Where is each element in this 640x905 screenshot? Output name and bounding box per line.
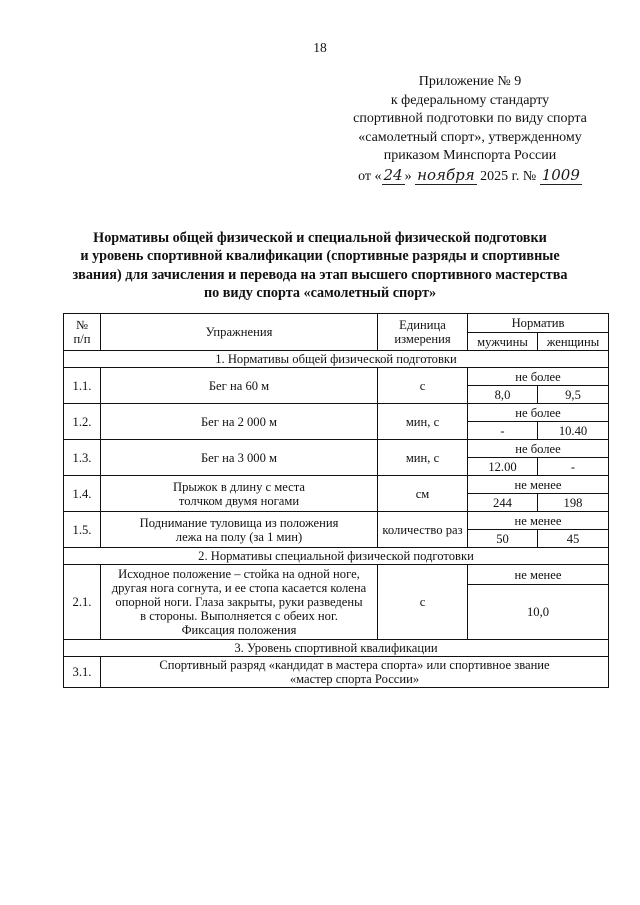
row-condition: не более bbox=[468, 368, 609, 386]
header-exercise: Упражнения bbox=[101, 314, 378, 351]
row-exercise: Бег на 2 000 м bbox=[101, 404, 378, 440]
row-exercise: Бег на 60 м bbox=[101, 368, 378, 404]
row-exercise: Исходное положение – стойка на одной ноге, другая нога согнута, и ее стопа касается колена опорной ноги. Глаза закрыты, руки разведены в стороны. Выполняется с обеих ног. Фиксация положения bbox=[101, 565, 378, 640]
row-men-value: 50 bbox=[468, 530, 538, 548]
appendix-line: к федеральному стандарту bbox=[390, 92, 550, 108]
section-title: 1. Нормативы общей физической подготовки bbox=[64, 351, 609, 368]
row-exercise: Бег на 3 000 м bbox=[101, 440, 378, 476]
row-unit: мин, с bbox=[378, 440, 468, 476]
section-title: 2. Нормативы специальной физической подготовки bbox=[64, 548, 609, 565]
date-mid: » bbox=[404, 168, 412, 184]
row-num: 1.2. bbox=[64, 404, 101, 440]
row-women-value: - bbox=[538, 458, 609, 476]
section-title: 3. Уровень спортивной квалификации bbox=[64, 640, 609, 657]
row-value: 10,0 bbox=[468, 585, 609, 640]
row-num: 1.4. bbox=[64, 476, 101, 512]
row-condition: не более bbox=[468, 440, 609, 458]
row-men-value: 8,0 bbox=[468, 386, 538, 404]
row-exercise: Поднимание туловища из положения лежа на полу (за 1 мин) bbox=[101, 512, 378, 548]
table-row bbox=[64, 440, 609, 458]
table-row bbox=[64, 512, 609, 530]
row-unit: с bbox=[378, 368, 468, 404]
row-women-value: 10.40 bbox=[538, 422, 609, 440]
title-line: звания) для зачисления и перевода на этап высшего спортивного мастерства bbox=[72, 266, 568, 283]
row-men-value: - bbox=[468, 422, 538, 440]
handwritten-month: ноября bbox=[417, 165, 475, 184]
row-num: 1.3. bbox=[64, 440, 101, 476]
header-unit: Единица измерения bbox=[378, 314, 468, 351]
row-condition: не менее bbox=[468, 565, 609, 585]
norms-table bbox=[63, 313, 609, 688]
row-exercise: Прыжок в длину с места толчком двумя ногами bbox=[101, 476, 378, 512]
document-title bbox=[60, 229, 580, 302]
row-num: 2.1. bbox=[64, 565, 101, 640]
row-condition: не менее bbox=[468, 512, 609, 530]
row-condition: не более bbox=[468, 404, 609, 422]
row-women-value: 45 bbox=[538, 530, 609, 548]
header-men: мужчины bbox=[468, 333, 538, 351]
row-num: 1.1. bbox=[64, 368, 101, 404]
appendix-line: спортивной подготовки по виду спорта bbox=[353, 111, 587, 127]
row-qualification: Спортивный разряд «кандидат в мастера спорта» или спортивное звание «мастер спорта России» bbox=[101, 657, 609, 688]
appendix-line: «самолетный спорт», утвержденному bbox=[358, 129, 582, 145]
header-norm: Норматив bbox=[468, 314, 609, 333]
row-unit: см bbox=[378, 476, 468, 512]
appendix-header bbox=[330, 73, 610, 187]
table-row bbox=[64, 404, 609, 422]
title-line: Нормативы общей физической и специальной физической подготовки bbox=[93, 230, 547, 246]
header-women: женщины bbox=[538, 333, 609, 351]
row-unit: количество раз bbox=[378, 512, 468, 548]
row-num: 1.5. bbox=[64, 512, 101, 548]
header-num: № п/п bbox=[64, 314, 101, 351]
order-date-line bbox=[330, 166, 610, 187]
row-condition: не менее bbox=[468, 476, 609, 494]
table-header-row bbox=[64, 314, 609, 333]
title-line: и уровень спортивной квалификации (спортивные разряды и спортивные bbox=[80, 248, 560, 265]
page-number: 18 bbox=[313, 40, 327, 55]
table-row bbox=[64, 565, 609, 585]
row-num: 3.1. bbox=[64, 657, 101, 688]
section-row bbox=[64, 548, 609, 565]
appendix-line: Приложение № 9 bbox=[418, 74, 522, 89]
row-women-value: 9,5 bbox=[538, 386, 609, 404]
table-row bbox=[64, 368, 609, 386]
handwritten-order-number: 1009 bbox=[541, 165, 580, 184]
row-men-value: 244 bbox=[468, 494, 538, 512]
title-line: по виду спорта «самолетный спорт» bbox=[203, 284, 437, 301]
date-year: 2025 г. № bbox=[480, 168, 537, 184]
row-unit: с bbox=[378, 565, 468, 640]
date-prefix: от « bbox=[358, 168, 382, 184]
appendix-line: приказом Минспорта России bbox=[383, 148, 557, 164]
section-row bbox=[64, 351, 609, 368]
table-row bbox=[64, 476, 609, 494]
section-row bbox=[64, 640, 609, 657]
table-row bbox=[64, 657, 609, 688]
row-unit: мин, с bbox=[378, 404, 468, 440]
row-women-value: 198 bbox=[538, 494, 609, 512]
handwritten-day: 24 bbox=[383, 165, 403, 184]
row-men-value: 12.00 bbox=[468, 458, 538, 476]
